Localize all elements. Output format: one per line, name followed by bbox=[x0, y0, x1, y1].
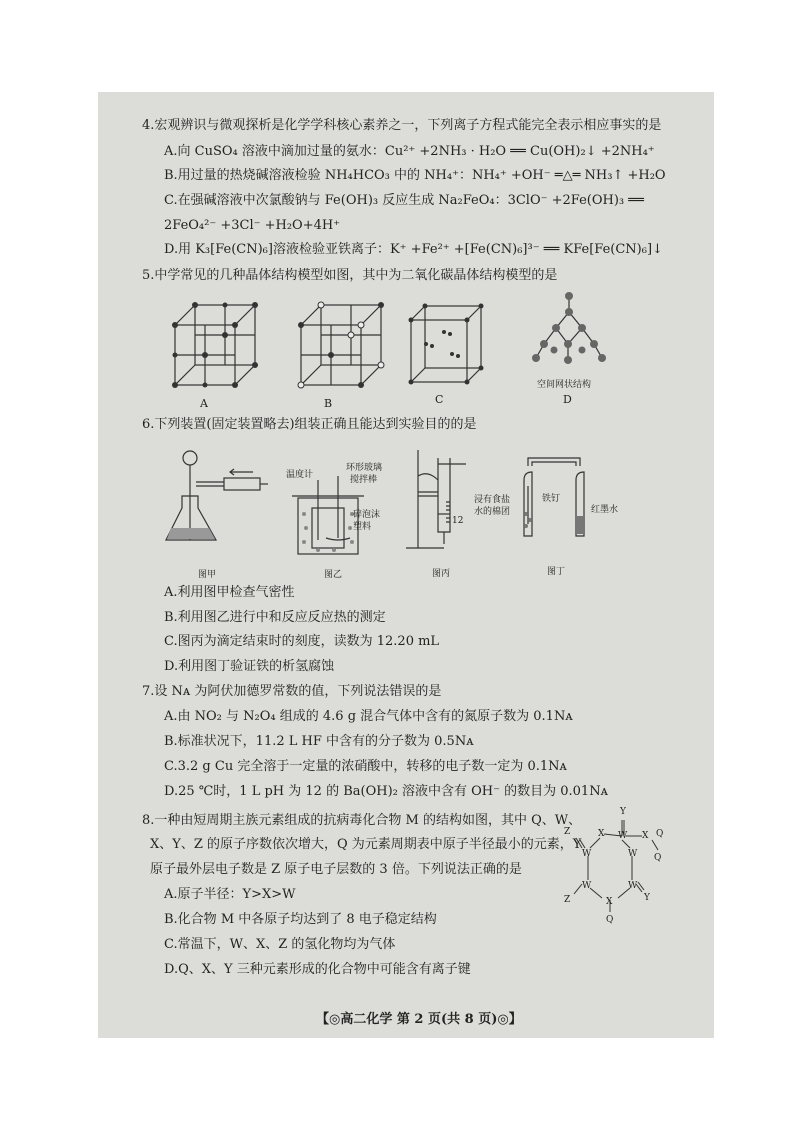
ding-ink-label: 红墨水 bbox=[591, 505, 619, 515]
atom-q-2: Q bbox=[654, 853, 662, 863]
q8-option-d: D.Q、X、Y 三种元素形成的化合物中可能含有离子键 bbox=[164, 962, 471, 977]
crystal-label-a: A bbox=[200, 397, 208, 410]
fig-label-ding: 图丁 bbox=[547, 567, 566, 577]
q4-option-c: C.在强碱溶液中次氯酸钠与 Fe(OH)₃ 反应生成 Na₂FeO₄：3ClO⁻ +2Fe(OH)₃ ══ bbox=[164, 193, 644, 208]
q7-option-b: B.标准状况下，11.2 L HF 中含有的分子数为 0.5Nᴀ bbox=[164, 734, 474, 749]
fig-label-bing: 图丙 bbox=[432, 569, 451, 579]
crystal-label-c: C bbox=[435, 393, 444, 406]
ding-cotton-label-1: 浸有食盐 bbox=[474, 495, 511, 505]
crystal-model-a bbox=[170, 300, 260, 390]
q4-option-b: B.用过量的热烧碱溶液检验 NH₄HCO₃ 中的 NH₄⁺：NH₄⁺ +OH⁻ ═△═ NH₃↑ +H₂O bbox=[164, 168, 666, 183]
q6-option-a: A.利用图甲检查气密性 bbox=[164, 585, 295, 600]
q6-option-d: D.利用图丁验证铁的析氢腐蚀 bbox=[164, 659, 335, 674]
q7-stem: 7.设 Nᴀ 为阿伏加德罗常数的值，下列说法错误的是 bbox=[142, 684, 442, 699]
atom-w-4: W bbox=[582, 881, 592, 891]
atom-w-2: W bbox=[582, 849, 592, 859]
q8-stem-line-1: 8.一种由短周期主族元素组成的抗病毒化合物 M 的结构如图，其中 Q、W、 bbox=[142, 813, 582, 828]
atom-q-1: Q bbox=[656, 829, 664, 839]
q4-option-c-cont: 2FeO₄²⁻ +3Cl⁻ +H₂O+4H⁺ bbox=[164, 218, 341, 233]
crystal-label-b: B bbox=[324, 397, 333, 410]
crystal-model-c bbox=[406, 302, 486, 386]
fig-label-jia: 图甲 bbox=[198, 570, 217, 580]
q7-option-a: A.由 NO₂ 与 N₂O₄ 组成的 4.6 g 混合气体中含有的氮原子数为 0.1Nᴀ bbox=[164, 709, 573, 724]
q8-option-c: C.常温下，W、X、Z 的氢化物均为气体 bbox=[164, 937, 396, 952]
apparatus-bing bbox=[404, 444, 476, 560]
atom-z-2: Z bbox=[564, 895, 571, 905]
q8-option-a: A.原子半径：Y>X>W bbox=[164, 887, 296, 902]
atom-w-5: W bbox=[628, 881, 638, 891]
ding-cotton-label-2: 水的棉团 bbox=[474, 507, 511, 517]
q6-option-b: B.利用图乙进行中和反应反应热的测定 bbox=[164, 610, 386, 625]
crystal-caption-d: 空间网状结构 bbox=[537, 380, 592, 390]
atom-q-3: Q bbox=[606, 915, 614, 925]
q6-stem: 6.下列装置(固定装置略去)组装正确且能达到实验目的的是 bbox=[142, 417, 477, 432]
yi-stirrer-label-2: 搅拌棒 bbox=[350, 475, 378, 485]
ding-nail-label: 铁钉 bbox=[542, 494, 561, 504]
atom-w-1: W bbox=[618, 831, 628, 841]
q6-option-c: C.图丙为滴定结束时的刻度，读数为 12.20 mL bbox=[164, 634, 440, 649]
fig-label-yi: 图乙 bbox=[324, 570, 343, 580]
atom-y-2: Y bbox=[644, 893, 650, 903]
compound-m-structure bbox=[560, 800, 670, 924]
q8-stem-line-3: 原子最外层电子数是 Z 原子电子层数的 3 倍。下列说法正确的是 bbox=[150, 862, 522, 877]
q4-option-a: A.向 CuSO₄ 溶液中滴加过量的氨水：Cu²⁺ +2NH₃ · H₂O ══ Cu(OH)₂↓ +2NH₄⁺ bbox=[164, 144, 655, 159]
yi-foam-label-2: 塑料 bbox=[353, 522, 372, 532]
apparatus-jia bbox=[168, 448, 272, 558]
q7-option-d: D.25 ℃时，1 L pH 为 12 的 Ba(OH)₂ 溶液中含有 OH⁻ 的数目为 0.01Nᴀ bbox=[164, 784, 608, 799]
q8-stem-line-2: X、Y、Z 的原子序数依次增大，Q 为元素周期表中原子半径最小的元素，Y bbox=[150, 837, 582, 852]
q7-option-c: C.3.2 g Cu 完全溶于一定量的浓硝酸中，转移的电子数一定为 0.1Nᴀ bbox=[164, 759, 567, 774]
q4-stem: 4.宏观辨识与微观探析是化学学科核心素养之一，下列离子方程式能完全表示相应事实的是 bbox=[142, 118, 662, 133]
yi-stirrer-label-1: 环形玻璃 bbox=[346, 463, 383, 473]
atom-z-1: Z bbox=[564, 827, 571, 837]
yi-thermometer-label: 温度计 bbox=[286, 470, 314, 480]
crystal-label-d: D bbox=[563, 393, 572, 406]
crystal-model-d bbox=[526, 288, 612, 372]
q4-option-d: D.用 K₃[Fe(CN)₆]溶液检验亚铁离子：K⁺ +Fe²⁺ +[Fe(CN)₆]³⁻ ══ KFe[Fe(CN)₆]↓ bbox=[164, 242, 663, 257]
atom-x-3: X bbox=[606, 897, 613, 907]
q5-stem: 5.中学常见的几种晶体结构模型如图，其中为二氧化碳晶体结构模型的是 bbox=[142, 268, 558, 283]
crystal-model-b bbox=[296, 300, 386, 390]
atom-y-top: Y bbox=[620, 807, 626, 817]
page-footer: 【◎高二化学 第 2 页(共 8 页)◎】 bbox=[316, 1012, 522, 1027]
atom-x-2: X bbox=[642, 831, 649, 841]
atom-w-3: W bbox=[628, 849, 638, 859]
yi-foam-label-1: 碎泡沫 bbox=[353, 510, 381, 520]
bing-scale-12: 12 bbox=[452, 516, 464, 526]
atom-x-1: X bbox=[598, 829, 605, 839]
q8-option-b: B.化合物 M 中各原子均达到了 8 电子稳定结构 bbox=[164, 912, 437, 927]
